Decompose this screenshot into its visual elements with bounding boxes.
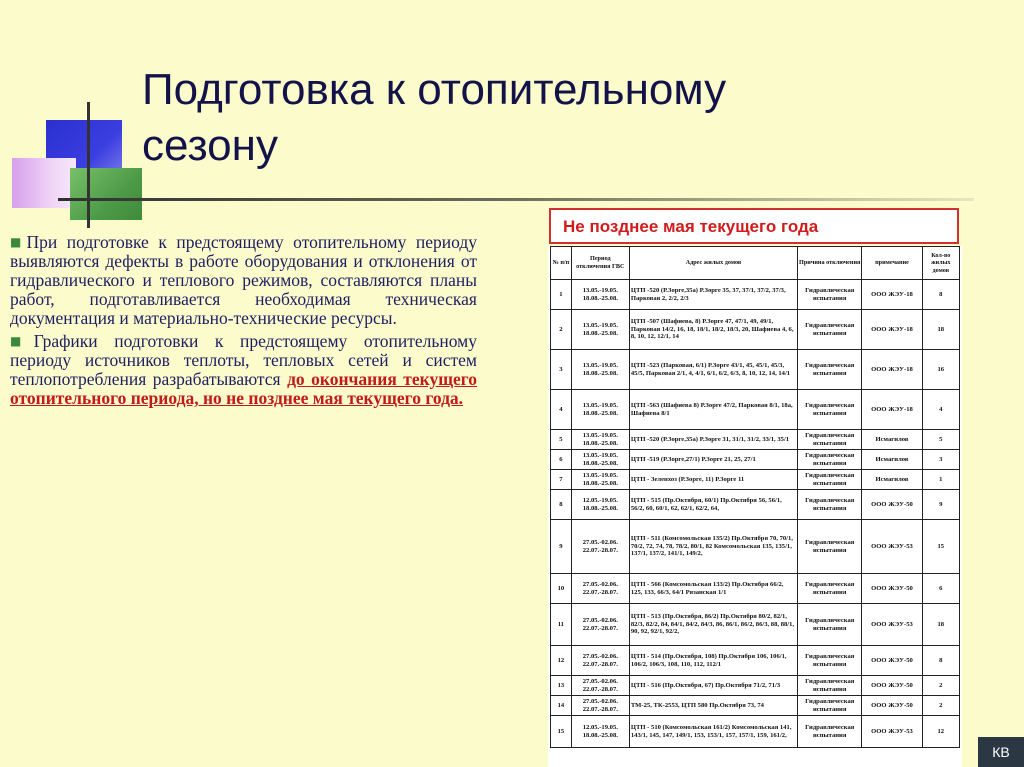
row-address: ЦТП -507 (Шафиева, 8) Р.Зорге 47, 47/1, 49, 49/1, Парковая 14/2, 16, 18, 18/1, 18/2, 18/3, 20, Шафиева 4, 6, 8, 10, 12, 12/1, 14 — [629, 310, 797, 350]
row-period: 13.05.-19.05. 18.08.-25.08. — [571, 280, 629, 310]
row-count: 18 — [922, 604, 959, 646]
row-count: 8 — [922, 646, 959, 676]
row-reason: Гидравлическая испытания — [798, 470, 862, 490]
table-row — [551, 430, 960, 450]
table-row — [551, 490, 960, 520]
header-reason: Причина отключения — [798, 247, 862, 280]
paragraph-2-text: Графики подготовки к предстоящему отопительному периоду источников теплоты, тепловых сетей и систем теплопотребления разрабатываются — [10, 331, 478, 389]
row-note: ООО ЖЭУ-18 — [862, 350, 922, 390]
decor-vertical-line — [87, 102, 90, 228]
row-address: ЦТП -523 (Парковая, 6/1) Р.Зорге 43/1, 45, 45/1, 45/3, 45/5, Парковая 2/1, 4, 4/1, 6/1, 6/2, 6/3, 8, 10, 12, 14, 14/1 — [629, 350, 797, 390]
paragraph-1 — [10, 233, 477, 328]
row-reason: Гидравлическая испытания — [798, 696, 862, 716]
row-note: Исмагилов — [862, 470, 922, 490]
table-row — [551, 310, 960, 350]
row-number: 1 — [551, 280, 572, 310]
row-count: 8 — [922, 280, 959, 310]
row-reason: Гидравлическая испытания — [798, 350, 862, 390]
row-address: ЦТП - 514 (Пр.Октября, 108) Пр.Октября 106, 106/1, 106/2, 106/3, 108, 110, 112, 112/1 — [629, 646, 797, 676]
row-address: ЦТП -520 (Р.Зорге,35а) Р.Зорге 35, 37, 37/1, 37/2, 37/3, Парковая 2, 2/2, 2/3 — [629, 280, 797, 310]
table-row — [551, 604, 960, 646]
row-reason: Гидравлическая испытания — [798, 490, 862, 520]
corner-badge: КВ — [978, 737, 1024, 767]
row-note: ООО ЖЭУ-50 — [862, 574, 922, 604]
row-address: ЦТП - 513 (Пр.Октября, 86/2) Пр.Октября 80/2, 82/1, 82/3, 82/2, 84, 84/1, 84/2, 84/3, 86, 86/1, 86/2, 86/3, 88, 88/1, 90, 92, 92/1, 92/2, — [629, 604, 797, 646]
table-row — [551, 390, 960, 430]
table-row — [551, 470, 960, 490]
row-note: ООО ЖЭУ-53 — [862, 520, 922, 574]
paragraph-1-text: При подготовке к предстоящему отопительному периоду выявляются дефекты в работе оборудования и отклонения от гидравлического и теплового режимов, составляются планы работ, подготавливается необходимая техническая документация и материально-технические ресурсы. — [10, 232, 477, 328]
schedule-table — [550, 246, 960, 748]
row-period: 12.05.-19.05. 18.08.-25.08. — [571, 716, 629, 748]
row-note: Исмагилов — [862, 450, 922, 470]
row-period: 13.05.-19.05. 18.08.-25.08. — [571, 310, 629, 350]
row-address: ЦТП -520 (Р.Зорге,35а) Р.Зорге 31, 31/1, 31/2, 33/1, 35/1 — [629, 430, 797, 450]
row-period: 27.05.-02.06. 22.07.-28.07. — [571, 676, 629, 696]
row-period: 27.05.-02.06. 22.07.-28.07. — [571, 604, 629, 646]
row-number: 6 — [551, 450, 572, 470]
row-note: ООО ЖЭУ-18 — [862, 280, 922, 310]
header-count: Кол-во жилых домов — [922, 247, 959, 280]
row-address: ЦТП - 515 (Пр.Октября, 60/1) Пр.Октября 56, 56/1, 56/2, 60, 60/1, 62, 62/1, 62/2, 64, — [629, 490, 797, 520]
row-period: 13.05.-19.05. 18.08.-25.08. — [571, 390, 629, 430]
row-number: 11 — [551, 604, 572, 646]
row-address: ЦТП -563 (Шафиева 8) Р.Зорге 47/2, Парковая 8/1, 18а, Шафиева 8/1 — [629, 390, 797, 430]
bullet-icon: ■ — [10, 334, 34, 348]
slide-title: Подготовка к отопительному сезону — [142, 65, 727, 170]
row-reason: Гидравлическая испытания — [798, 574, 862, 604]
row-period: 27.05.-02.06. 22.07.-28.07. — [571, 520, 629, 574]
row-period: 13.05.-19.05. 18.08.-25.08. — [571, 430, 629, 450]
row-count: 9 — [922, 490, 959, 520]
row-period: 13.05.-19.05. 18.08.-25.08. — [571, 450, 629, 470]
row-period: 12.05.-19.05. 18.08.-25.08. — [571, 490, 629, 520]
row-number: 2 — [551, 310, 572, 350]
row-number: 9 — [551, 520, 572, 574]
row-address: ЦТП -519 (Р.Зорге,27/1) Р.Зорге 21, 25, 27/1 — [629, 450, 797, 470]
decor-green-rectangle — [70, 168, 142, 220]
header-period: Период отключения ГВС — [571, 247, 629, 280]
row-note: ООО ЖЭУ-53 — [862, 604, 922, 646]
row-note: ООО ЖЭУ-18 — [862, 310, 922, 350]
slide-body — [10, 233, 477, 412]
row-reason: Гидравлическая испытания — [798, 646, 862, 676]
row-note: ООО ЖЭУ-50 — [862, 676, 922, 696]
row-period: 27.05.-02.06. 22.07.-28.07. — [571, 696, 629, 716]
table-row — [551, 450, 960, 470]
table-row — [551, 676, 960, 696]
header-address: Адрес жилых домов — [629, 247, 797, 280]
row-number: 8 — [551, 490, 572, 520]
row-number: 14 — [551, 696, 572, 716]
row-reason: Гидравлическая испытания — [798, 716, 862, 748]
deadline-callout-text: Не позднее мая текущего года — [563, 217, 819, 236]
row-note: ООО ЖЭУ-53 — [862, 716, 922, 748]
table-row — [551, 696, 960, 716]
row-note: ООО ЖЭУ-50 — [862, 696, 922, 716]
row-count: 1 — [922, 470, 959, 490]
row-reason: Гидравлическая испытания — [798, 390, 862, 430]
row-note: ООО ЖЭУ-18 — [862, 390, 922, 430]
row-reason: Гидравлическая испытания — [798, 280, 862, 310]
row-address: ТМ-25, ТК-2553, ЦТП 580 Пр.Октября 73, 74 — [629, 696, 797, 716]
table-row — [551, 716, 960, 748]
row-address: ЦТП - 511 (Комсомольская 135/2) Пр.Октября 70, 70/1, 70/2, 72, 74, 78, 78/2, 80/1, 82 Комсомольская 135, 135/1, 137/1, 137/2, 141/1, 149/2, — [629, 520, 797, 574]
row-number: 13 — [551, 676, 572, 696]
row-reason: Гидравлическая испытания — [798, 310, 862, 350]
row-count: 2 — [922, 676, 959, 696]
table-row — [551, 646, 960, 676]
row-count: 12 — [922, 716, 959, 748]
schedule-table-image — [548, 246, 962, 767]
title-divider — [58, 198, 974, 201]
deadline-highlight: до окончания текущего отопительного периода, но не позднее мая текущего года. — [10, 369, 477, 408]
table-row — [551, 574, 960, 604]
row-note: ООО ЖЭУ-50 — [862, 646, 922, 676]
row-count: 18 — [922, 310, 959, 350]
row-number: 4 — [551, 390, 572, 430]
row-count: 2 — [922, 696, 959, 716]
table-header-row — [551, 247, 960, 280]
row-count: 5 — [922, 430, 959, 450]
row-number: 7 — [551, 470, 572, 490]
row-period: 27.05.-02.06. 22.07.-28.07. — [571, 574, 629, 604]
row-count: 6 — [922, 574, 959, 604]
table-row — [551, 280, 960, 310]
row-reason: Гидравлическая испытания — [798, 676, 862, 696]
row-note: ООО ЖЭУ-50 — [862, 490, 922, 520]
row-number: 12 — [551, 646, 572, 676]
deadline-callout — [549, 208, 959, 244]
row-count: 4 — [922, 390, 959, 430]
header-number: № п/п — [551, 247, 572, 280]
row-number: 15 — [551, 716, 572, 748]
table-row — [551, 520, 960, 574]
paragraph-2 — [10, 332, 477, 408]
row-number: 5 — [551, 430, 572, 450]
row-period: 27.05.-02.06. 22.07.-28.07. — [571, 646, 629, 676]
table-row — [551, 350, 960, 390]
row-count: 3 — [922, 450, 959, 470]
row-period: 13.05.-19.05. 18.08.-25.08. — [571, 470, 629, 490]
row-address: ЦТП - 516 (Пр.Октября, 67) Пр.Октября 71/2, 71/3 — [629, 676, 797, 696]
row-reason: Гидравлическая испытания — [798, 450, 862, 470]
row-count: 16 — [922, 350, 959, 390]
row-count: 15 — [922, 520, 959, 574]
row-note: Исмагилов — [862, 430, 922, 450]
bullet-icon: ■ — [10, 235, 27, 249]
row-period: 13.05.-19.05. 18.08.-25.08. — [571, 350, 629, 390]
row-address: ЦТП - 566 (Комсомольская 133/2) Пр.Октября 66/2, 125, 133, 66/3, 64/1 Рязанская 1/1 — [629, 574, 797, 604]
row-address: ЦТП - 510 (Комсомольская 161/2) Комсомольская 141, 143/1, 145, 147, 149/1, 153, 153/1, 157, 157/1, 159, 161/2, — [629, 716, 797, 748]
row-number: 10 — [551, 574, 572, 604]
row-number: 3 — [551, 350, 572, 390]
row-reason: Гидравлическая испытания — [798, 430, 862, 450]
row-address: ЦТП - Зеленхоз (Р.Зорге, 11) Р.Зорге 11 — [629, 470, 797, 490]
header-note: примечание — [862, 247, 922, 280]
row-reason: Гидравлическая испытания — [798, 520, 862, 574]
row-reason: Гидравлическая испытания — [798, 604, 862, 646]
